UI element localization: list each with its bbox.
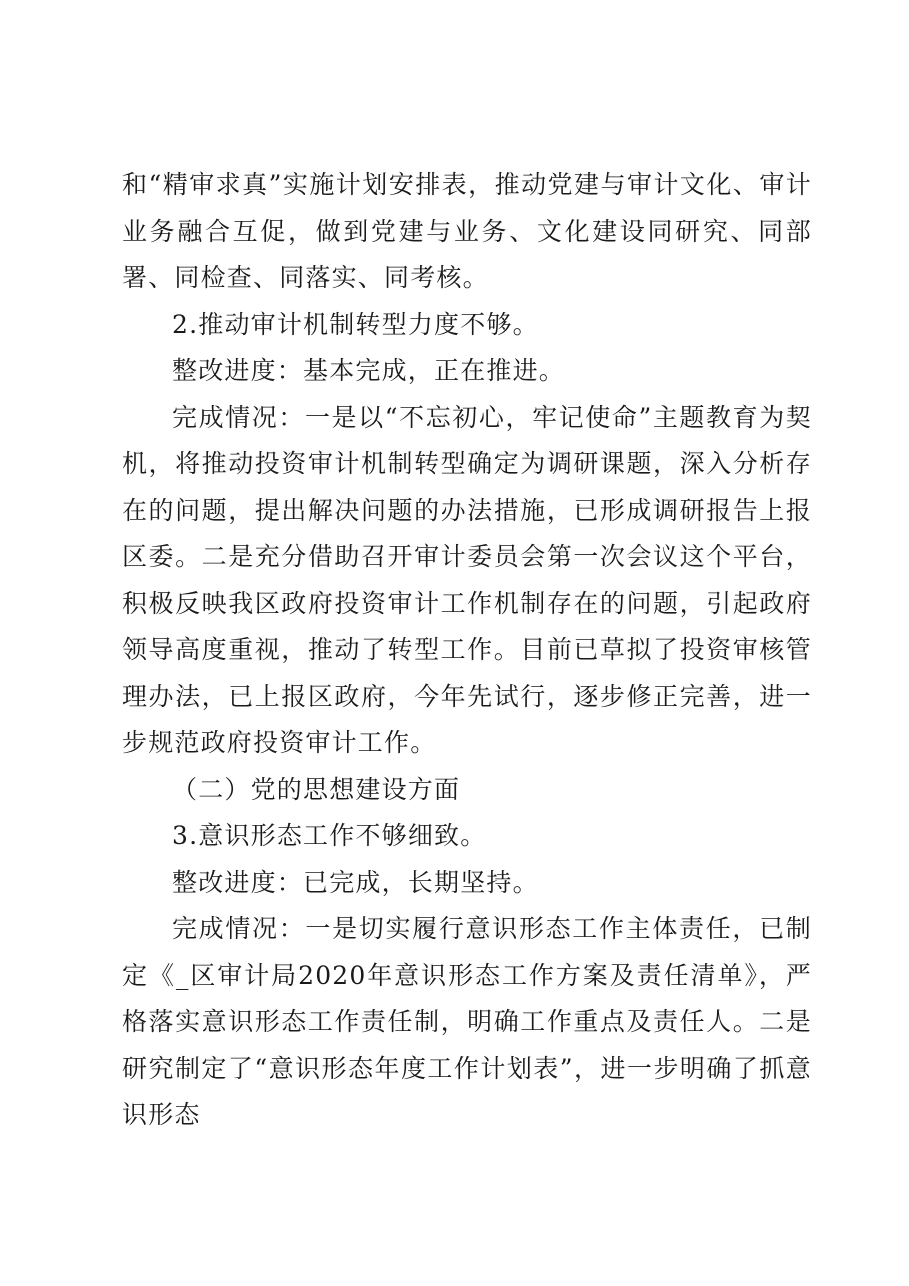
item-title-2: 2.推动审计机制转型力度不够。 xyxy=(172,309,539,339)
completion-status-2: 完成情况：一是以“不忘初心，牢记使命”主题教育为契机，将推动投资审计机制转型确定为调研课题，深入分析存在的问题，提出解决问题的办法措施，已形成调研报告上报区委。二是充分借助召开审计委员会第一次会议这个平台，积极反映我区政府投资审计工作机制存在的问题，引起政府领导高度重视，推动了转型工作。目前已草拟了投资审核管理办法，已上报区政府，今年先试行，逐步修正完善，进一步规范政府投资审计工作。 xyxy=(122,402,812,757)
rectification-progress-3: 整改进度：已完成，长期坚持。 xyxy=(172,867,539,897)
paragraph-continuation: 和“精审求真”实施计划安排表，推动党建与审计文化、审计业务融合互促，做到党建与业务、文化建设同研究、同部署、同检查、同落实、同考核。 xyxy=(122,170,812,292)
document-body xyxy=(122,162,812,1139)
rectification-progress-2: 整改进度：基本完成，正在推进。 xyxy=(172,356,566,385)
completion-status-3: 完成情况：一是切实履行意识形态工作主体责任，已制定《_区审计局2020年意识形态工作方案及责任清单》，严格落实意识形态工作责任制，明确工作重点及责任人。二是研究制定了“意识形态年度工作计划表”，进一步明确了抓意识形态 xyxy=(122,914,812,1129)
section-heading-2: （二）党的思想建设方面 xyxy=(172,774,461,804)
item-title-3: 3.意识形态工作不够细致。 xyxy=(172,821,487,850)
